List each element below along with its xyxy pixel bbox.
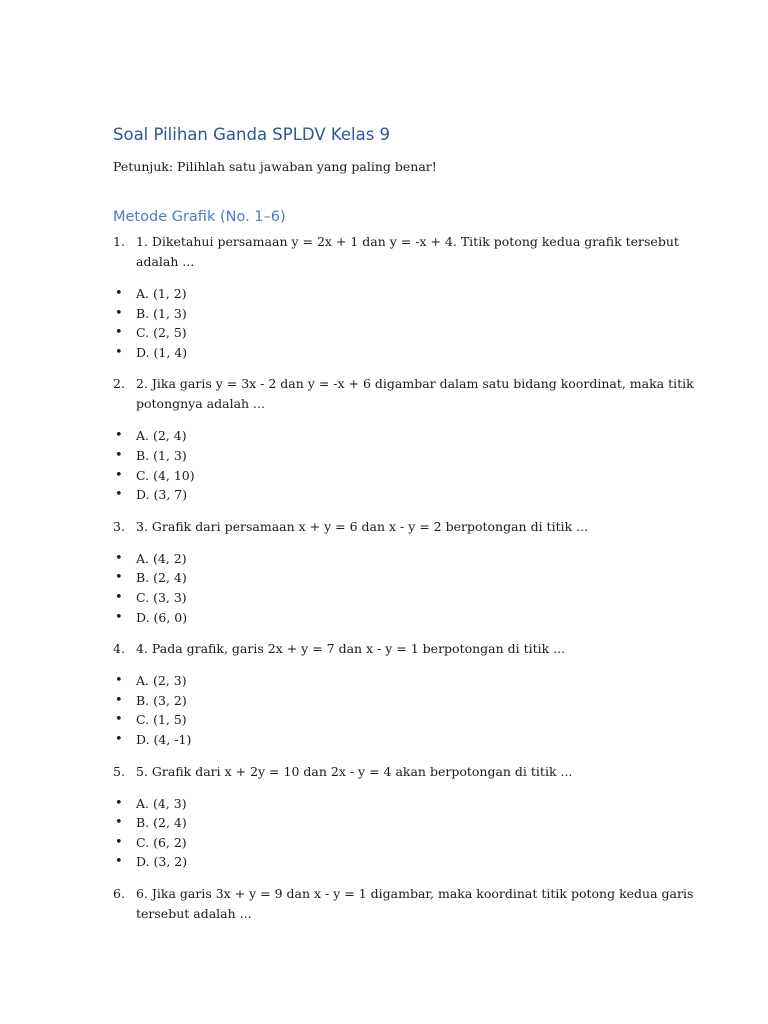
bullet-icon: • — [115, 712, 123, 728]
option-text: D. (3, 7) — [136, 487, 188, 503]
option-item — [113, 588, 708, 608]
option-text: B. (1, 3) — [136, 447, 187, 463]
bullet-icon: • — [115, 815, 123, 831]
question-list — [113, 232, 708, 924]
bullet-icon: • — [115, 344, 123, 360]
bullet-icon: • — [115, 673, 123, 689]
option-item — [113, 485, 708, 505]
option-item — [113, 343, 708, 363]
option-text: A. (4, 2) — [136, 550, 187, 566]
bullet-icon: • — [115, 731, 123, 747]
option-item — [113, 466, 708, 486]
bullet-icon: • — [115, 589, 123, 605]
option-item — [113, 813, 708, 833]
question-number: 3. — [113, 518, 125, 534]
question-number: 1. — [113, 234, 125, 249]
question-item — [113, 762, 708, 782]
option-list — [113, 794, 708, 872]
option-item — [113, 304, 708, 324]
option-text: C. (4, 10) — [136, 467, 195, 483]
question-item — [113, 884, 708, 924]
option-text: A. (2, 3) — [136, 673, 187, 689]
question-block — [113, 762, 708, 872]
option-item — [113, 446, 708, 466]
question-number: 4. — [113, 641, 125, 657]
option-list — [113, 284, 708, 362]
option-text: B. (2, 4) — [136, 570, 187, 586]
bullet-icon: • — [115, 609, 123, 625]
question-text: 5. Grafik dari x + 2y = 10 dan 2x - y = 4 akan berpotongan di titik ... — [136, 763, 573, 779]
option-item — [113, 284, 708, 304]
question-block — [113, 232, 708, 362]
option-item — [113, 671, 708, 691]
option-text: B. (3, 2) — [136, 692, 187, 708]
option-text: C. (3, 3) — [136, 589, 187, 605]
question-block — [113, 639, 708, 749]
bullet-icon: • — [115, 692, 123, 708]
question-number: 2. — [113, 376, 125, 392]
option-item — [113, 833, 708, 853]
bullet-icon: • — [115, 286, 123, 301]
document-title: Soal Pilihan Ganda SPLDV Kelas 9 — [113, 125, 391, 144]
option-item — [113, 730, 708, 750]
option-text: D. (1, 4) — [136, 344, 188, 360]
option-text: A. (4, 3) — [136, 795, 187, 811]
instruction-text: Petunjuk: Pilihlah satu jawaban yang paling benar! — [113, 159, 437, 174]
question-block — [113, 884, 708, 924]
bullet-icon: • — [115, 325, 123, 341]
section-heading: Metode Grafik (No. 1–6) — [113, 209, 286, 225]
bullet-icon: • — [115, 795, 123, 811]
bullet-icon: • — [115, 447, 123, 463]
bullet-icon: • — [115, 467, 123, 483]
question-number: 6. — [113, 885, 125, 901]
option-item — [113, 794, 708, 814]
option-text: B. (1, 3) — [136, 305, 187, 321]
option-item — [113, 852, 708, 872]
option-list — [113, 426, 708, 504]
bullet-icon: • — [115, 854, 123, 870]
option-text: D. (6, 0) — [136, 609, 188, 625]
question-item — [113, 232, 708, 272]
option-text: C. (2, 5) — [136, 325, 187, 341]
option-text: D. (4, -1) — [136, 731, 192, 747]
option-text: B. (2, 4) — [136, 815, 187, 831]
bullet-icon: • — [115, 570, 123, 586]
question-text: 2. Jika garis y = 3x - 2 dan y = -x + 6 digambar dalam satu bidang koordinat, maka titik potongnya adalah ... — [136, 376, 694, 412]
question-text: 1. Diketahui persamaan y = 2x + 1 dan y = -x + 4. Titik potong kedua grafik tersebut adalah ... — [136, 234, 679, 269]
option-list — [113, 671, 708, 749]
bullet-icon: • — [115, 487, 123, 503]
option-text: D. (3, 2) — [136, 854, 188, 870]
option-text: A. (2, 4) — [136, 428, 187, 444]
bullet-icon: • — [115, 305, 123, 321]
question-text: 4. Pada grafik, garis 2x + y = 7 dan x - y = 1 berpotongan di titik ... — [136, 641, 566, 657]
question-block — [113, 374, 708, 504]
option-text: C. (1, 5) — [136, 712, 187, 728]
option-item — [113, 568, 708, 588]
question-block — [113, 517, 708, 627]
bullet-icon: • — [115, 428, 123, 444]
bullet-icon: • — [115, 834, 123, 850]
question-item — [113, 374, 708, 414]
option-list — [113, 549, 708, 627]
option-item — [113, 608, 708, 628]
option-item — [113, 323, 708, 343]
option-text: A. (1, 2) — [136, 286, 187, 301]
option-text: C. (6, 2) — [136, 834, 187, 850]
option-item — [113, 549, 708, 569]
bullet-icon: • — [115, 550, 123, 566]
option-item — [113, 426, 708, 446]
question-text: 3. Grafik dari persamaan x + y = 6 dan x - y = 2 berpotongan di titik ... — [136, 518, 589, 534]
question-item — [113, 639, 708, 659]
question-number: 5. — [113, 763, 125, 779]
option-item — [113, 691, 708, 711]
question-text: 6. Jika garis 3x + y = 9 dan x - y = 1 digambar, maka koordinat titik potong kedua garis tersebut adalah ... — [136, 885, 694, 921]
question-item — [113, 517, 708, 537]
option-item — [113, 710, 708, 730]
